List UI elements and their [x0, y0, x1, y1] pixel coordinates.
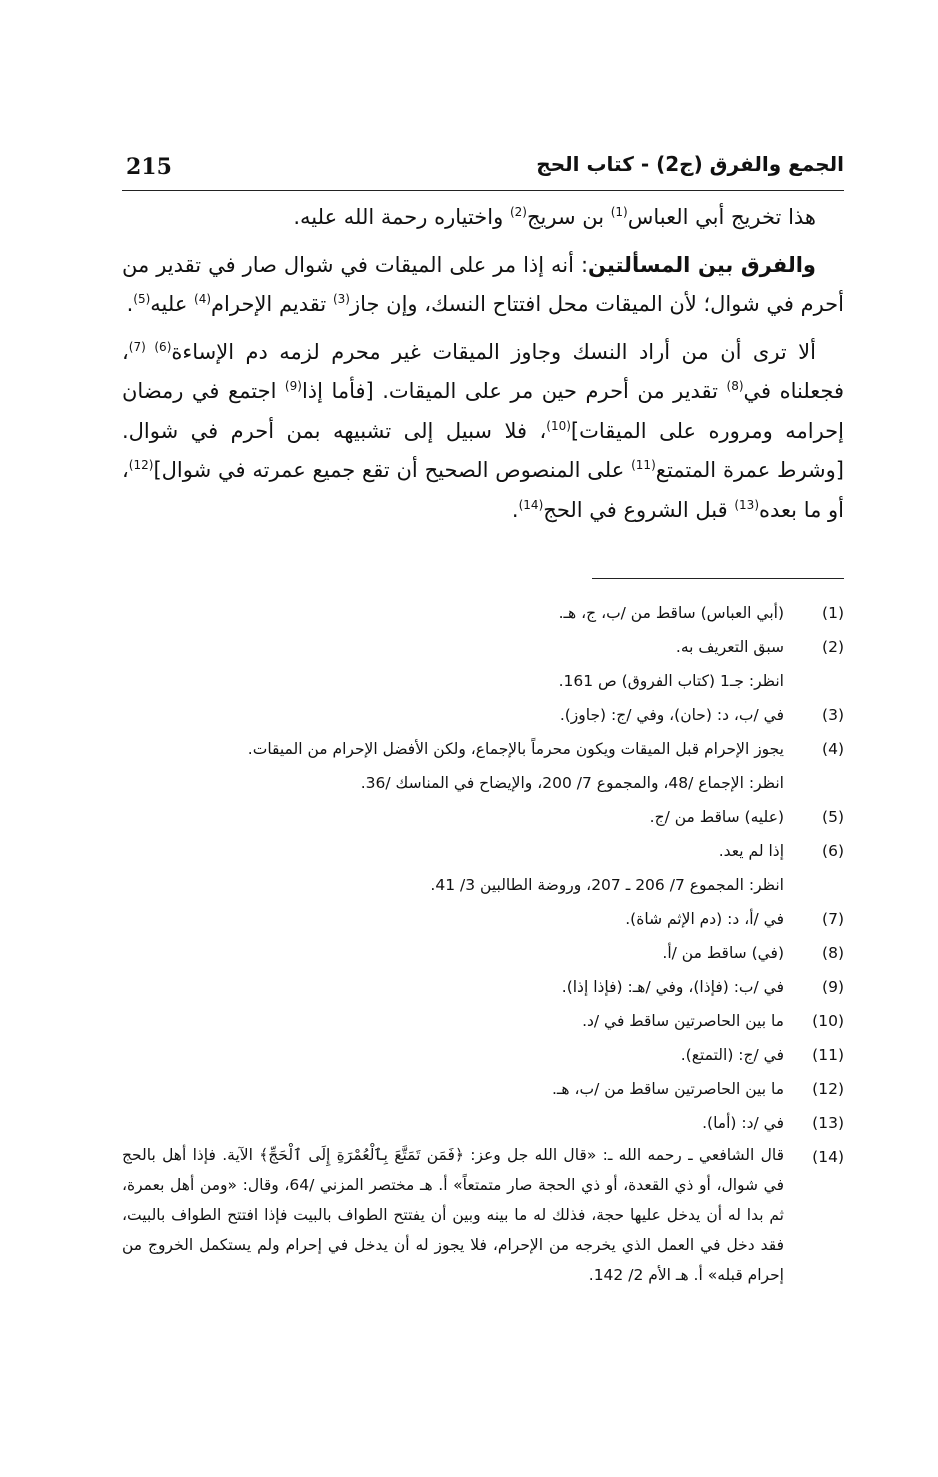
footnote-7	[122, 902, 844, 936]
text-run: عليه	[150, 292, 195, 316]
footnote-5	[122, 800, 844, 834]
footnote-4	[122, 732, 844, 766]
footnote-ref: (8)	[726, 379, 744, 393]
footnote-ref: (11)	[631, 458, 656, 472]
footnote-text: ما بين الحاصرتين ساقط من /ب، هـ.	[551, 1080, 784, 1098]
text-run: واختياره رحمة الله عليه.	[293, 205, 510, 229]
page-header	[122, 150, 844, 191]
text-run: : أنه إذا مر على الميقات في شوال صار في تقدير من أحرم في شوال؛ لأن الميقات محل افتتاح النسك، وإن جاز	[122, 252, 844, 316]
paragraph-1	[122, 198, 844, 238]
footnote-number: (9)	[822, 978, 844, 996]
footnote-ref: (13)	[734, 497, 760, 512]
text-run: ، فجعلناه في	[122, 339, 844, 403]
text-run: هذا تخريج أبي العباس	[627, 205, 816, 229]
footnote-number: (11)	[812, 1046, 844, 1064]
footnote-number: (7)	[822, 910, 844, 928]
text-run: .	[511, 497, 519, 522]
text-run: اجتمع في رمضان إحرامه ومروره على الميقات]	[122, 379, 844, 443]
footnote-text: سبق التعريف به.	[675, 638, 784, 656]
text-run: قبل الشروع في الحج	[543, 497, 735, 522]
bold-lead: والفرق بين المسألتين	[588, 252, 816, 277]
footnote-ref: (6)	[154, 339, 172, 354]
footnote-13	[122, 1106, 844, 1140]
footnote-6	[122, 834, 844, 868]
footnote-ref: (7)	[128, 339, 155, 354]
footnote-text: (أبي العباس) ساقط من /ب، ج، هـ.	[558, 604, 784, 622]
text-run: تقديم الإحرام	[211, 292, 333, 316]
footnote-number: (14)	[812, 1148, 844, 1166]
footnote-number: (4)	[822, 740, 844, 758]
paragraph-3	[122, 333, 844, 531]
footnote-12	[122, 1072, 844, 1106]
footnote-ref: (9)	[284, 379, 302, 393]
footnote-ref: (4)	[194, 292, 212, 306]
footnote-1	[122, 596, 844, 630]
footnote-ref: (2)	[509, 205, 527, 219]
footnote-text: (في) ساقط من /أ.	[662, 944, 784, 962]
footnote-number: (6)	[822, 842, 844, 860]
footnote-number: (8)	[822, 944, 844, 962]
footnote-ref: (10)	[546, 418, 571, 433]
footnote-number: (2)	[822, 638, 844, 656]
page-number: 215	[126, 154, 172, 180]
text-run: على المنصوص الصحيح أن تقع جميع عمرته في شوال]	[153, 458, 632, 482]
running-title: الجمع والفرق (ج2) - كتاب الحج	[536, 152, 844, 176]
footnote-number: (10)	[812, 1012, 844, 1030]
footnote-3	[122, 698, 844, 732]
footnote-ref: (3)	[332, 292, 350, 306]
footnote-number: (3)	[822, 706, 844, 724]
footnote-text: في /أ، د: (دم الإثم شاة).	[625, 910, 784, 928]
text-run: .	[126, 292, 134, 316]
footnote-ref: (14)	[518, 497, 544, 512]
text-run: ألا ترى أن من أراد النسك وجاوز الميقات غير محرم لزمه دم الإساءة	[171, 339, 816, 364]
footnote-text: إذا لم يعد.	[718, 842, 784, 860]
text-run: ، أو ما بعده	[122, 458, 844, 522]
footnote-ref: (5)	[133, 292, 151, 306]
footnote-number: (12)	[812, 1080, 844, 1098]
footnote-2-continuation: انظر: جـ1 (كتاب الفروق) ص 161.	[558, 672, 784, 690]
footnote-text: في /ب، د: (حان)، وفي /ج: (جاوز).	[559, 706, 784, 724]
footnote-9	[122, 970, 844, 1004]
footnote-text: يجوز الإحرام قبل الميقات ويكون محرماً بالإجماع، ولكن الأفضل الإحرام من الميقات.	[247, 740, 784, 758]
footnote-number: (1)	[822, 604, 844, 622]
text-run: تقدير من أحرم حين مر على الميقات. [فأما إذا	[301, 379, 727, 403]
footnote-text: قال الشافعي ـ رحمه الله ـ: «قال الله جل وعز: ﴿فَمَن تَمَتَّعَ بِٱلْعُمْرَةِ إِلَى ٱلْحَجِّ﴾ الآية. فإذا أهل بالحج في شوال، أو ذي القعدة، أو ذي الحجة صار متمتعاً» أ. هـ مختصر المزني /64، وقال: «ومن أهل بعمرة، ثم بدا له أن يدخل عليها حجة، فذلك له ما بينه وبين أن يفتتح الطواف بالبيت فإذا افتتح الطواف بالبيت، فقد دخل في العمل الذي يخرجه من الإحرام، فلا يجوز له أن يدخل في إحرام ولم يستكمل الخروج من إحرام قبله» أ. هـ الأم 2/ 142.	[122, 1146, 784, 1284]
footnote-number: (13)	[812, 1114, 844, 1132]
footnote-14	[122, 1140, 844, 1290]
footnotes	[122, 596, 844, 1290]
footnote-text: في /ج: (التمتع).	[680, 1046, 784, 1064]
footnote-6-continuation: انظر: المجموع 7/ 206 ـ 207، وروضة الطالبين 3/ 41.	[430, 876, 784, 894]
footnote-ref: (12)	[128, 458, 154, 472]
footnote-11	[122, 1038, 844, 1072]
paragraph-2	[122, 246, 844, 325]
main-text	[122, 198, 844, 530]
footnote-text: (عليه) ساقط من /ج.	[649, 808, 784, 826]
footnote-10	[122, 1004, 844, 1038]
footnote-ref: (1)	[610, 205, 628, 219]
footnote-4-continuation: انظر: الإجماع /48، والمجموع 7/ 200، والإيضاح في المناسك /36.	[360, 774, 784, 792]
footnote-number: (5)	[822, 808, 844, 826]
footnote-2	[122, 630, 844, 664]
footnote-text: في /د: (أما).	[702, 1114, 784, 1132]
footnote-text: ما بين الحاصرتين ساقط في /د.	[582, 1012, 784, 1030]
text-run: ، فلا سبيل إلى تشبيهه بمن أحرم في شوال. [وشرط عمرة المتمتع	[122, 418, 844, 482]
footnote-8	[122, 936, 844, 970]
footnote-text: في /ب: (فإذا)، وفي /هـ: (فإذا إذا).	[561, 978, 784, 996]
footnote-separator	[592, 578, 844, 579]
text-run: بن سريج	[526, 205, 611, 229]
